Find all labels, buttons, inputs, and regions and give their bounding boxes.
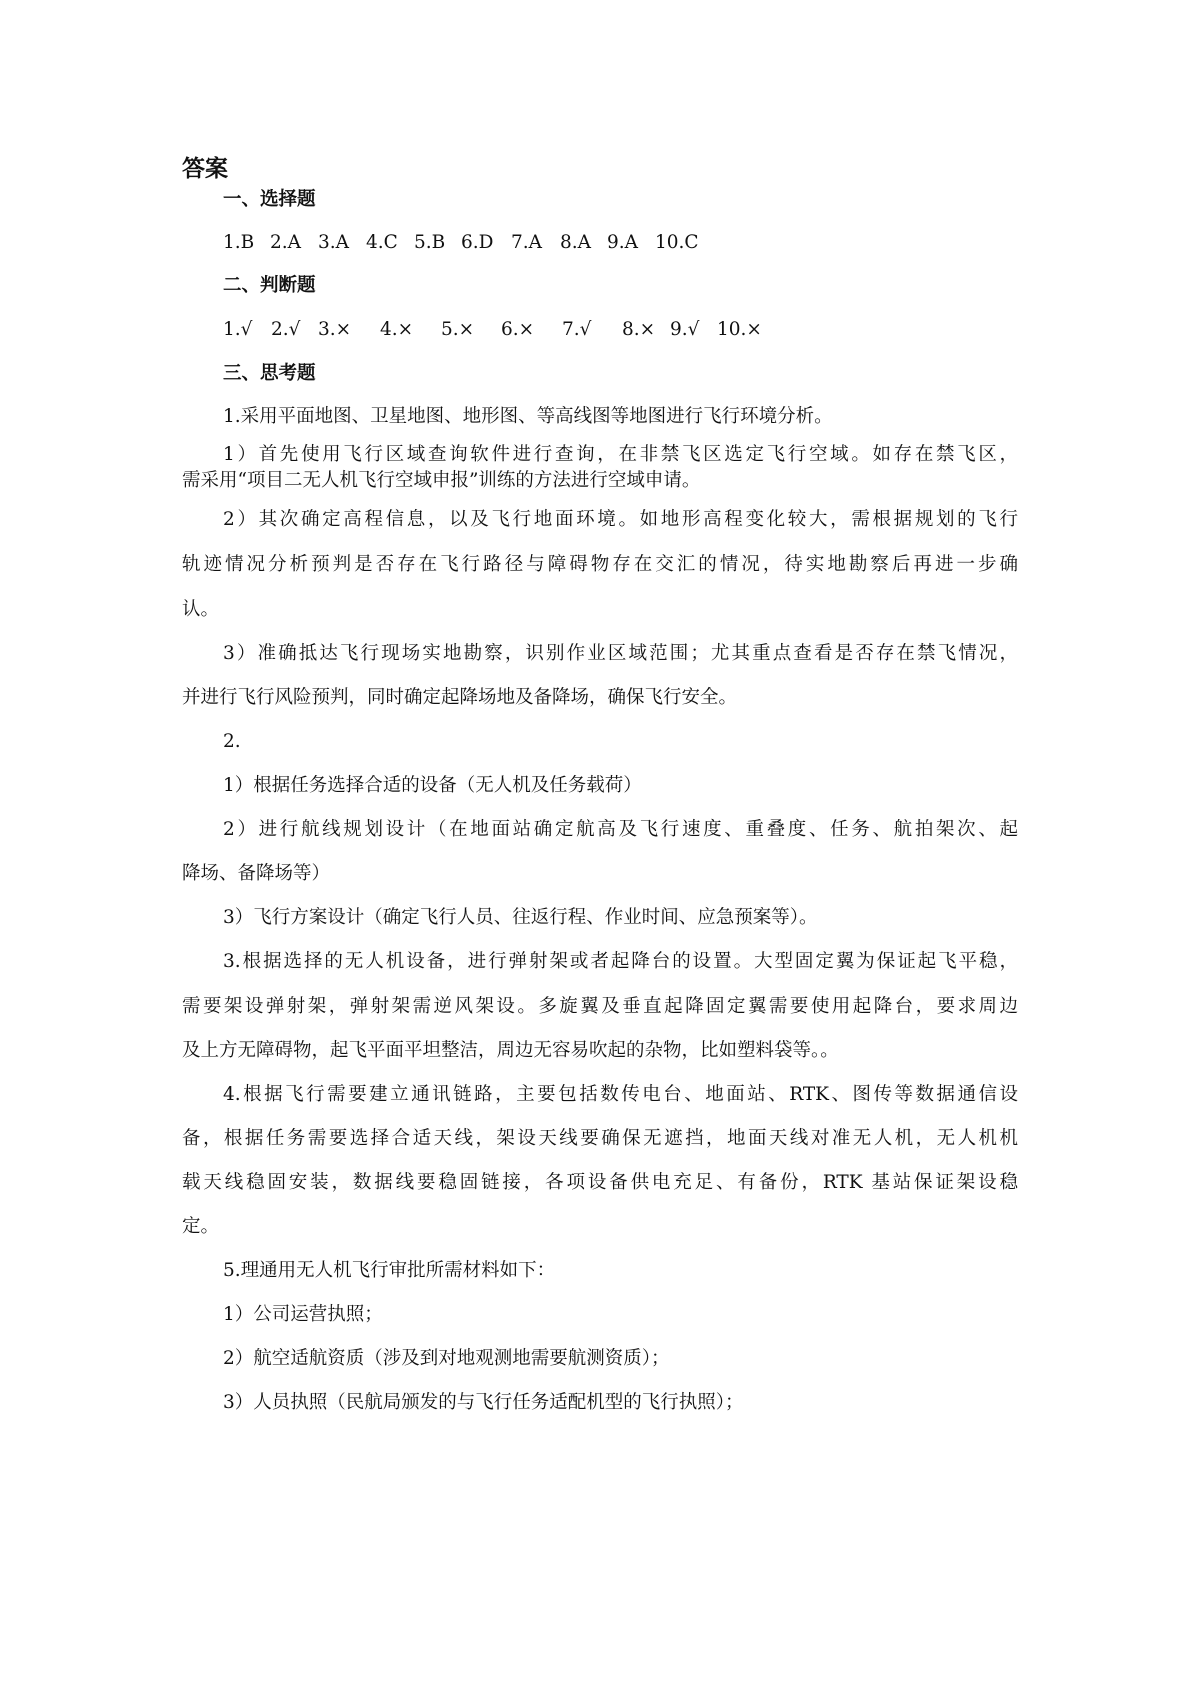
- choice-answer: 10.C: [655, 232, 699, 253]
- choice-answer: 8.A: [560, 232, 592, 253]
- section-heading-judge: 二、判断题: [223, 275, 316, 296]
- choice-answer: 2.A: [270, 232, 302, 253]
- judge-answer: 1.√: [223, 319, 253, 340]
- paragraph-line: 需要架设弹射架，弹射架需逆风架设。多旋翼及垂直起降固定翼需要使用起降台，要求周边: [182, 996, 1018, 1017]
- judge-answer: 7.√: [562, 319, 592, 340]
- paragraph-line: 及上方无障碍物，起飞平面平坦整洁，周边无容易吹起的杂物，比如塑料袋等。。: [182, 1040, 839, 1061]
- judge-answer: 10.×: [717, 319, 762, 340]
- choice-answer: 3.A: [318, 232, 350, 253]
- paragraph-line: 4.根据飞行需要建立通讯链路，主要包括数传电台、地面站、RTK、图传等数据通信设: [223, 1084, 1018, 1105]
- paragraph-line: 3）准确抵达飞行现场实地勘察，识别作业区域范围；尤其重点查看是否存在禁飞情况，: [223, 643, 1018, 664]
- paragraph-line: 轨迹情况分析预判是否存在飞行路径与障碍物存在交汇的情况，待实地勘察后再进一步确: [182, 554, 1018, 575]
- paragraph-line: 2）其次确定高程信息，以及飞行地面环境。如地形高程变化较大，需根据规划的飞行: [223, 509, 1018, 530]
- judge-answer: 8.×: [622, 319, 656, 340]
- judge-answer: 9.√: [670, 319, 700, 340]
- paragraph-line: 3）飞行方案设计（确定飞行人员、往返行程、作业时间、应急预案等）。: [223, 907, 818, 928]
- choice-answer: 6.D: [461, 232, 494, 253]
- choice-answer: 5.B: [414, 232, 446, 253]
- paragraph-line: 并进行飞行风险预判，同时确定起降场地及备降场，确保飞行安全。: [182, 687, 738, 708]
- judge-answer: 3.×: [318, 319, 352, 340]
- paragraph-line: 降场、备降场等）: [182, 863, 331, 884]
- choice-answer: 7.A: [511, 232, 543, 253]
- paragraph-line: 1）公司运营执照；: [223, 1304, 383, 1325]
- page-title: 答案: [182, 156, 228, 182]
- paragraph-line: 2）航空适航资质（涉及到对地观测地需要航测资质）；: [223, 1348, 670, 1369]
- paragraph-line: 需采用“项目二无人机飞行空域申报”训练的方法进行空域申请。: [182, 470, 701, 491]
- paragraph-line: 载天线稳固安装，数据线要稳固链接，各项设备供电充足、有备份，RTK 基站保证架设稳: [182, 1172, 1018, 1193]
- paragraph-line: 1.采用平面地图、卫星地图、地形图、等高线图等地图进行飞行环境分析。: [223, 406, 833, 427]
- judge-answer: 6.×: [501, 319, 535, 340]
- paragraph-line: 2）进行航线规划设计（在地面站确定航高及飞行速度、重叠度、任务、航拍架次、起: [223, 819, 1018, 840]
- judge-answer: 4.×: [380, 319, 414, 340]
- choice-answer: 1.B: [223, 232, 255, 253]
- paragraph-line: 1）根据任务选择合适的设备（无人机及任务载荷）: [223, 775, 642, 796]
- paragraph-line: 备，根据任务需要选择合适天线，架设天线要确保无遮挡，地面天线对准无人机，无人机机: [182, 1128, 1018, 1149]
- paragraph-line: 1）首先使用飞行区域查询软件进行查询，在非禁飞区选定飞行空域。如存在禁飞区，: [223, 444, 1018, 465]
- choice-answer: 9.A: [607, 232, 639, 253]
- paragraph-line: 2.: [223, 731, 241, 752]
- judge-answer: 5.×: [441, 319, 475, 340]
- paragraph-line: 认。: [182, 599, 220, 620]
- judge-answer: 2.√: [271, 319, 301, 340]
- choice-answer: 4.C: [366, 232, 398, 253]
- paragraph-line: 5.理通用无人机飞行审批所需材料如下：: [223, 1260, 556, 1281]
- paragraph-line: 3.根据选择的无人机设备，进行弹射架或者起降台的设置。大型固定翼为保证起飞平稳，: [223, 951, 1018, 972]
- paragraph-line: 定。: [182, 1216, 220, 1237]
- paragraph-line: 3）人员执照（民航局颁发的与飞行任务适配机型的飞行执照）；: [223, 1392, 744, 1413]
- section-heading-thinking: 三、思考题: [223, 363, 316, 384]
- section-heading-choice: 一、选择题: [223, 189, 316, 210]
